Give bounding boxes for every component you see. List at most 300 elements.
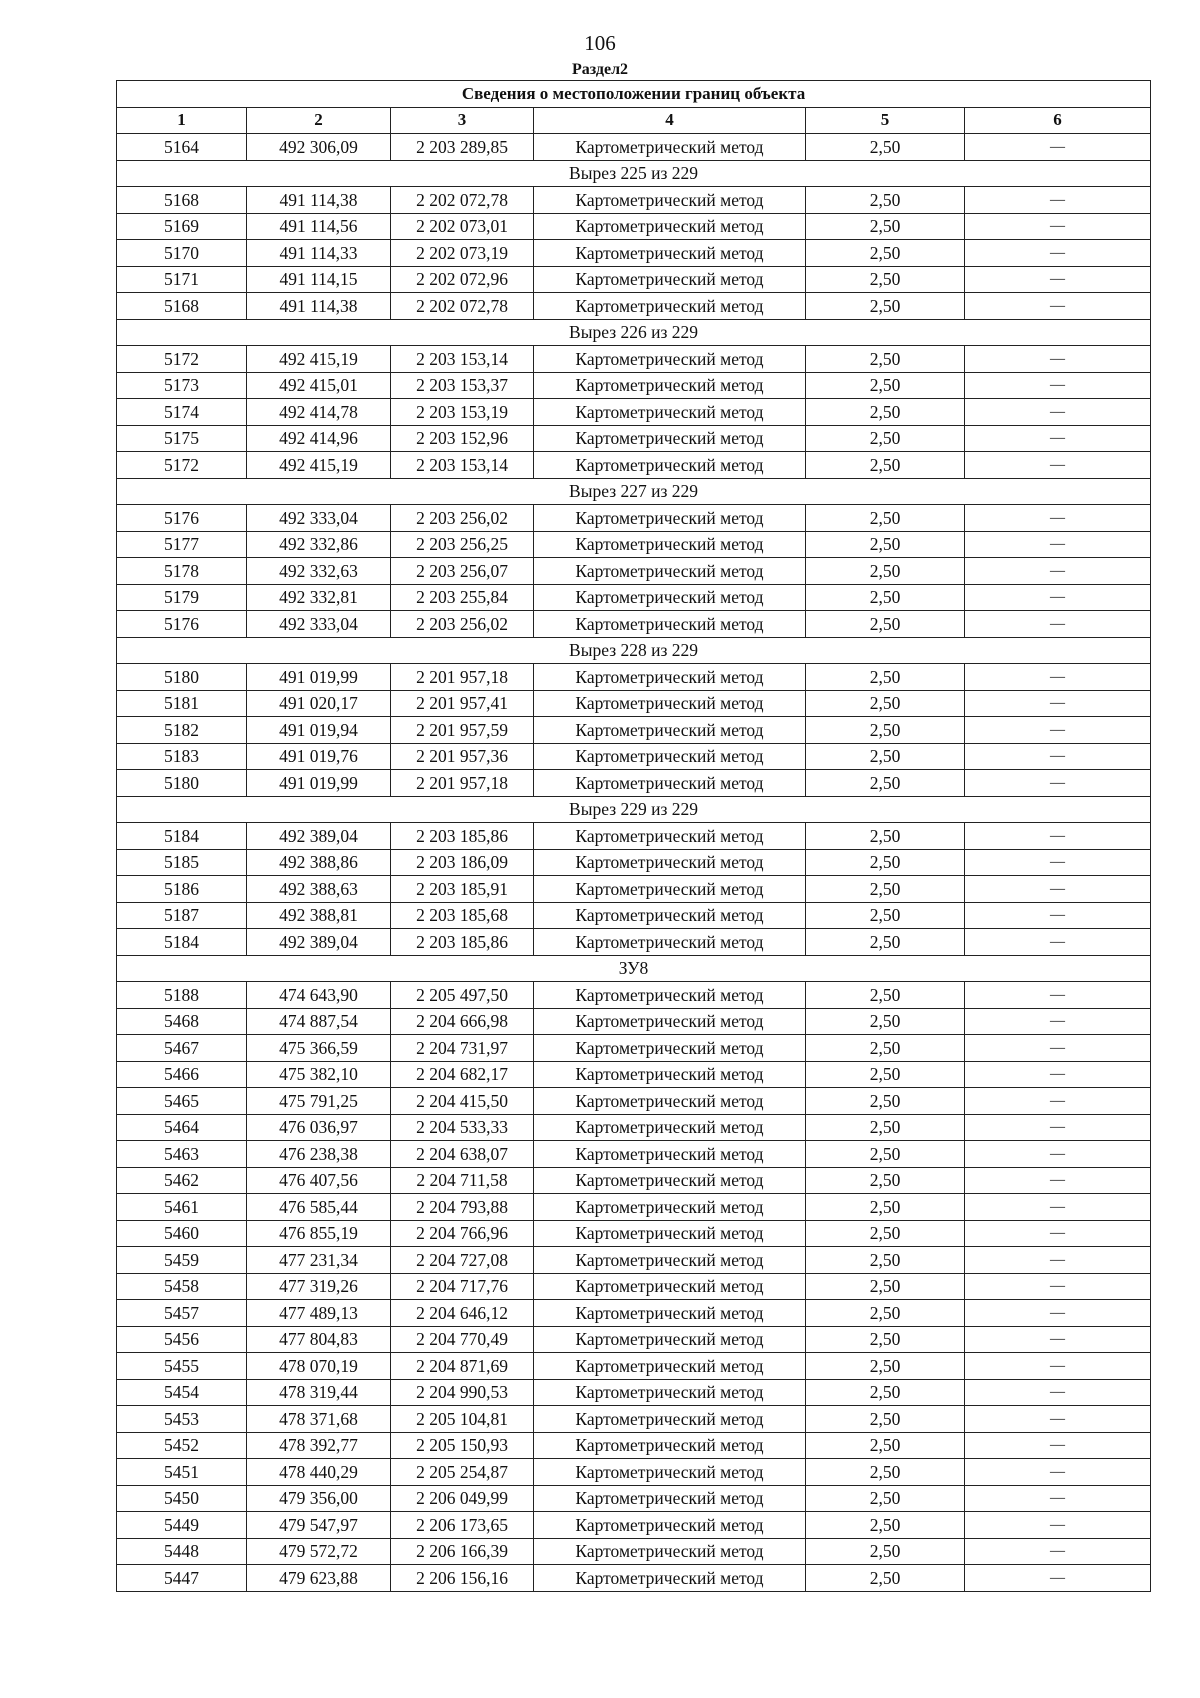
description-cell: — — [965, 690, 1151, 717]
point-number-cell: 5168 — [117, 293, 247, 320]
point-number-cell: 5169 — [117, 213, 247, 240]
method-cell: Картометрический метод — [534, 1300, 806, 1327]
description-cell: — — [965, 1167, 1151, 1194]
method-cell: Картометрический метод — [534, 187, 806, 214]
coordinate-y-cell: 2 204 727,08 — [391, 1247, 534, 1274]
method-cell: Картометрический метод — [534, 1379, 806, 1406]
coordinate-y-cell: 2 204 533,33 — [391, 1114, 534, 1141]
coordinate-x-cell: 476 407,56 — [247, 1167, 391, 1194]
method-cell: Картометрический метод — [534, 1035, 806, 1062]
coordinate-y-cell: 2 203 185,91 — [391, 876, 534, 903]
column-header: 6 — [965, 107, 1151, 134]
method-cell: Картометрический метод — [534, 1406, 806, 1433]
table-row — [117, 452, 1151, 479]
coordinate-x-cell: 479 547,97 — [247, 1512, 391, 1539]
accuracy-cell: 2,50 — [806, 982, 965, 1009]
accuracy-cell: 2,50 — [806, 1194, 965, 1221]
point-number-cell: 5460 — [117, 1220, 247, 1247]
coordinate-y-cell: 2 204 711,58 — [391, 1167, 534, 1194]
table-row — [117, 346, 1151, 373]
accuracy-cell: 2,50 — [806, 558, 965, 585]
method-cell: Картометрический метод — [534, 770, 806, 797]
description-cell: — — [965, 346, 1151, 373]
description-cell: — — [965, 1141, 1151, 1168]
coordinate-y-cell: 2 204 871,69 — [391, 1353, 534, 1380]
coordinate-y-cell: 2 201 957,18 — [391, 664, 534, 691]
accuracy-cell: 2,50 — [806, 240, 965, 267]
point-number-cell: 5171 — [117, 266, 247, 293]
method-cell: Картометрический метод — [534, 213, 806, 240]
coordinate-y-cell: 2 204 666,98 — [391, 1008, 534, 1035]
table-row — [117, 902, 1151, 929]
description-cell: — — [965, 372, 1151, 399]
description-cell: — — [965, 399, 1151, 426]
group-row — [117, 955, 1151, 982]
column-header: 2 — [247, 107, 391, 134]
point-number-cell: 5461 — [117, 1194, 247, 1221]
coordinate-y-cell: 2 202 072,96 — [391, 266, 534, 293]
accuracy-cell: 2,50 — [806, 1406, 965, 1433]
method-cell: Картометрический метод — [534, 584, 806, 611]
coordinate-y-cell: 2 201 957,41 — [391, 690, 534, 717]
coordinate-x-cell: 479 356,00 — [247, 1485, 391, 1512]
description-cell: — — [965, 425, 1151, 452]
description-cell: — — [965, 664, 1151, 691]
coordinate-x-cell: 475 382,10 — [247, 1061, 391, 1088]
accuracy-cell: 2,50 — [806, 929, 965, 956]
description-cell: — — [965, 293, 1151, 320]
method-cell: Картометрический метод — [534, 452, 806, 479]
description-cell: — — [965, 1379, 1151, 1406]
point-number-cell: 5184 — [117, 929, 247, 956]
description-cell: — — [965, 1512, 1151, 1539]
description-cell: — — [965, 1114, 1151, 1141]
coordinate-x-cell: 492 389,04 — [247, 823, 391, 850]
description-cell: — — [965, 823, 1151, 850]
description-cell: — — [965, 531, 1151, 558]
method-cell: Картометрический метод — [534, 1008, 806, 1035]
method-cell: Картометрический метод — [534, 1353, 806, 1380]
description-cell: — — [965, 1035, 1151, 1062]
coordinate-y-cell: 2 202 072,78 — [391, 187, 534, 214]
column-header: 4 — [534, 107, 806, 134]
coordinate-x-cell: 476 855,19 — [247, 1220, 391, 1247]
point-number-cell: 5184 — [117, 823, 247, 850]
table-row — [117, 849, 1151, 876]
table-row — [117, 372, 1151, 399]
method-cell: Картометрический метод — [534, 134, 806, 161]
table-row — [117, 770, 1151, 797]
method-cell: Картометрический метод — [534, 425, 806, 452]
page-number: 106 — [584, 31, 616, 55]
description-cell: — — [965, 1194, 1151, 1221]
table-row — [117, 1141, 1151, 1168]
coordinate-y-cell: 2 201 957,18 — [391, 770, 534, 797]
table-row — [117, 1406, 1151, 1433]
accuracy-cell: 2,50 — [806, 1167, 965, 1194]
point-number-cell: 5172 — [117, 346, 247, 373]
description-cell: — — [965, 505, 1151, 532]
description-cell: — — [965, 611, 1151, 638]
table-row — [117, 611, 1151, 638]
coordinate-y-cell: 2 204 646,12 — [391, 1300, 534, 1327]
point-number-cell: 5462 — [117, 1167, 247, 1194]
description-cell: — — [965, 849, 1151, 876]
accuracy-cell: 2,50 — [806, 823, 965, 850]
coordinate-x-cell: 478 070,19 — [247, 1353, 391, 1380]
coordinate-x-cell: 492 388,63 — [247, 876, 391, 903]
coordinate-y-cell: 2 203 256,07 — [391, 558, 534, 585]
accuracy-cell: 2,50 — [806, 611, 965, 638]
method-cell: Картометрический метод — [534, 399, 806, 426]
table-row — [117, 664, 1151, 691]
coordinate-y-cell: 2 202 072,78 — [391, 293, 534, 320]
coordinate-x-cell: 475 366,59 — [247, 1035, 391, 1062]
accuracy-cell: 2,50 — [806, 1061, 965, 1088]
column-header: 5 — [806, 107, 965, 134]
coordinate-y-cell: 2 203 152,96 — [391, 425, 534, 452]
description-cell: — — [965, 452, 1151, 479]
description-cell: — — [965, 1088, 1151, 1115]
table-row — [117, 1459, 1151, 1486]
point-number-cell: 5188 — [117, 982, 247, 1009]
table-row — [117, 717, 1151, 744]
accuracy-cell: 2,50 — [806, 1565, 965, 1592]
method-cell: Картометрический метод — [534, 1141, 806, 1168]
table-row — [117, 1035, 1151, 1062]
coordinate-x-cell: 477 489,13 — [247, 1300, 391, 1327]
method-cell: Картометрический метод — [534, 1273, 806, 1300]
coordinate-y-cell: 2 203 185,86 — [391, 929, 534, 956]
table-row — [117, 505, 1151, 532]
point-number-cell: 5187 — [117, 902, 247, 929]
method-cell: Картометрический метод — [534, 1485, 806, 1512]
coordinate-y-cell: 2 203 186,09 — [391, 849, 534, 876]
table-row — [117, 1485, 1151, 1512]
description-cell: — — [965, 743, 1151, 770]
point-number-cell: 5454 — [117, 1379, 247, 1406]
accuracy-cell: 2,50 — [806, 213, 965, 240]
method-cell: Картометрический метод — [534, 293, 806, 320]
coordinate-y-cell: 2 206 156,16 — [391, 1565, 534, 1592]
coordinate-y-cell: 2 204 990,53 — [391, 1379, 534, 1406]
method-cell: Картометрический метод — [534, 1247, 806, 1274]
description-cell: — — [965, 770, 1151, 797]
point-number-cell: 5453 — [117, 1406, 247, 1433]
accuracy-cell: 2,50 — [806, 134, 965, 161]
method-cell: Картометрический метод — [534, 1432, 806, 1459]
boundary-coordinates-table — [116, 80, 1151, 1592]
point-number-cell: 5463 — [117, 1141, 247, 1168]
accuracy-cell: 2,50 — [806, 531, 965, 558]
method-cell: Картометрический метод — [534, 743, 806, 770]
accuracy-cell: 2,50 — [806, 1035, 965, 1062]
coordinate-y-cell: 2 204 638,07 — [391, 1141, 534, 1168]
method-cell: Картометрический метод — [534, 902, 806, 929]
accuracy-cell: 2,50 — [806, 584, 965, 611]
group-label: Вырез 225 из 229 — [117, 160, 1151, 187]
coordinate-y-cell: 2 203 185,86 — [391, 823, 534, 850]
column-header: 1 — [117, 107, 247, 134]
accuracy-cell: 2,50 — [806, 717, 965, 744]
accuracy-cell: 2,50 — [806, 187, 965, 214]
table-row — [117, 929, 1151, 956]
coordinate-x-cell: 492 414,96 — [247, 425, 391, 452]
description-cell: — — [965, 558, 1151, 585]
accuracy-cell: 2,50 — [806, 1247, 965, 1274]
method-cell: Картометрический метод — [534, 346, 806, 373]
coordinate-y-cell: 2 203 255,84 — [391, 584, 534, 611]
coordinate-x-cell: 474 643,90 — [247, 982, 391, 1009]
table-row — [117, 1220, 1151, 1247]
coordinate-y-cell: 2 201 957,59 — [391, 717, 534, 744]
coordinate-y-cell: 2 204 682,17 — [391, 1061, 534, 1088]
coordinate-y-cell: 2 205 150,93 — [391, 1432, 534, 1459]
coordinate-y-cell: 2 204 766,96 — [391, 1220, 534, 1247]
method-cell: Картометрический метод — [534, 1459, 806, 1486]
table-body — [117, 134, 1151, 1592]
accuracy-cell: 2,50 — [806, 770, 965, 797]
point-number-cell: 5448 — [117, 1538, 247, 1565]
accuracy-cell: 2,50 — [806, 1379, 965, 1406]
method-cell: Картометрический метод — [534, 717, 806, 744]
table-row — [117, 134, 1151, 161]
coordinate-x-cell: 491 019,94 — [247, 717, 391, 744]
coordinate-x-cell: 492 389,04 — [247, 929, 391, 956]
coordinate-x-cell: 492 332,63 — [247, 558, 391, 585]
table-row — [117, 1114, 1151, 1141]
accuracy-cell: 2,50 — [806, 1141, 965, 1168]
point-number-cell: 5465 — [117, 1088, 247, 1115]
description-cell: — — [965, 1406, 1151, 1433]
coordinate-x-cell: 492 333,04 — [247, 505, 391, 532]
description-cell: — — [965, 1565, 1151, 1592]
column-number-row — [117, 107, 1151, 134]
table-row — [117, 1088, 1151, 1115]
accuracy-cell: 2,50 — [806, 1008, 965, 1035]
coordinate-x-cell: 478 371,68 — [247, 1406, 391, 1433]
coordinate-x-cell: 492 415,19 — [247, 346, 391, 373]
coordinate-x-cell: 476 585,44 — [247, 1194, 391, 1221]
point-number-cell: 5182 — [117, 717, 247, 744]
point-number-cell: 5450 — [117, 1485, 247, 1512]
accuracy-cell: 2,50 — [806, 1353, 965, 1380]
description-cell: — — [965, 1459, 1151, 1486]
coordinate-x-cell: 476 238,38 — [247, 1141, 391, 1168]
point-number-cell: 5449 — [117, 1512, 247, 1539]
point-number-cell: 5173 — [117, 372, 247, 399]
table-row — [117, 1326, 1151, 1353]
accuracy-cell: 2,50 — [806, 505, 965, 532]
coordinate-y-cell: 2 205 497,50 — [391, 982, 534, 1009]
point-number-cell: 5467 — [117, 1035, 247, 1062]
coordinate-x-cell: 478 440,29 — [247, 1459, 391, 1486]
method-cell: Картометрический метод — [534, 1538, 806, 1565]
description-cell: — — [965, 1300, 1151, 1327]
coordinate-x-cell: 477 804,83 — [247, 1326, 391, 1353]
method-cell: Картометрический метод — [534, 558, 806, 585]
coordinate-x-cell: 492 332,81 — [247, 584, 391, 611]
accuracy-cell: 2,50 — [806, 1114, 965, 1141]
group-row — [117, 637, 1151, 664]
coordinate-y-cell: 2 202 073,19 — [391, 240, 534, 267]
coordinate-y-cell: 2 204 770,49 — [391, 1326, 534, 1353]
method-cell: Картометрический метод — [534, 690, 806, 717]
accuracy-cell: 2,50 — [806, 1538, 965, 1565]
group-row — [117, 160, 1151, 187]
accuracy-cell: 2,50 — [806, 372, 965, 399]
method-cell: Картометрический метод — [534, 849, 806, 876]
point-number-cell: 5456 — [117, 1326, 247, 1353]
table-row — [117, 1353, 1151, 1380]
table-row — [117, 293, 1151, 320]
method-cell: Картометрический метод — [534, 372, 806, 399]
coordinate-x-cell: 492 415,19 — [247, 452, 391, 479]
coordinate-y-cell: 2 205 104,81 — [391, 1406, 534, 1433]
coordinate-y-cell: 2 204 731,97 — [391, 1035, 534, 1062]
coordinate-x-cell: 491 114,56 — [247, 213, 391, 240]
table-row — [117, 1247, 1151, 1274]
coordinate-y-cell: 2 203 153,19 — [391, 399, 534, 426]
accuracy-cell: 2,50 — [806, 425, 965, 452]
group-label: ЗУ8 — [117, 955, 1151, 982]
table-row — [117, 1379, 1151, 1406]
coordinate-y-cell: 2 203 256,02 — [391, 611, 534, 638]
coordinate-x-cell: 474 887,54 — [247, 1008, 391, 1035]
coordinate-y-cell: 2 206 049,99 — [391, 1485, 534, 1512]
method-cell: Картометрический метод — [534, 611, 806, 638]
description-cell: — — [965, 1326, 1151, 1353]
accuracy-cell: 2,50 — [806, 452, 965, 479]
coordinate-x-cell: 476 036,97 — [247, 1114, 391, 1141]
method-cell: Картометрический метод — [534, 531, 806, 558]
accuracy-cell: 2,50 — [806, 902, 965, 929]
method-cell: Картометрический метод — [534, 1114, 806, 1141]
coordinate-x-cell: 491 114,38 — [247, 293, 391, 320]
table-row — [117, 1273, 1151, 1300]
description-cell: — — [965, 1247, 1151, 1274]
coordinate-x-cell: 479 572,72 — [247, 1538, 391, 1565]
coordinate-x-cell: 491 114,38 — [247, 187, 391, 214]
coordinate-x-cell: 491 019,99 — [247, 664, 391, 691]
accuracy-cell: 2,50 — [806, 1326, 965, 1353]
table-row — [117, 1008, 1151, 1035]
accuracy-cell: 2,50 — [806, 346, 965, 373]
coordinate-x-cell: 492 306,09 — [247, 134, 391, 161]
point-number-cell: 5179 — [117, 584, 247, 611]
description-cell: — — [965, 1353, 1151, 1380]
table-row — [117, 1512, 1151, 1539]
table-row — [117, 1167, 1151, 1194]
table-row — [117, 1538, 1151, 1565]
description-cell: — — [965, 266, 1151, 293]
table-row — [117, 399, 1151, 426]
table-row — [117, 425, 1151, 452]
group-row — [117, 796, 1151, 823]
coordinate-x-cell: 492 414,78 — [247, 399, 391, 426]
accuracy-cell: 2,50 — [806, 743, 965, 770]
table-row — [117, 584, 1151, 611]
coordinate-x-cell: 477 231,34 — [247, 1247, 391, 1274]
point-number-cell: 5176 — [117, 505, 247, 532]
method-cell: Картометрический метод — [534, 1088, 806, 1115]
point-number-cell: 5177 — [117, 531, 247, 558]
method-cell: Картометрический метод — [534, 240, 806, 267]
method-cell: Картометрический метод — [534, 1565, 806, 1592]
table-row — [117, 240, 1151, 267]
coordinate-y-cell: 2 202 073,01 — [391, 213, 534, 240]
point-number-cell: 5468 — [117, 1008, 247, 1035]
coordinate-x-cell: 492 333,04 — [247, 611, 391, 638]
coordinate-x-cell: 477 319,26 — [247, 1273, 391, 1300]
point-number-cell: 5458 — [117, 1273, 247, 1300]
description-cell: — — [965, 902, 1151, 929]
description-cell: — — [965, 213, 1151, 240]
point-number-cell: 5451 — [117, 1459, 247, 1486]
point-number-cell: 5180 — [117, 770, 247, 797]
point-number-cell: 5180 — [117, 664, 247, 691]
point-number-cell: 5447 — [117, 1565, 247, 1592]
accuracy-cell: 2,50 — [806, 1088, 965, 1115]
point-number-cell: 5178 — [117, 558, 247, 585]
coordinate-x-cell: 492 415,01 — [247, 372, 391, 399]
coordinate-x-cell: 479 623,88 — [247, 1565, 391, 1592]
point-number-cell: 5174 — [117, 399, 247, 426]
table-row — [117, 531, 1151, 558]
method-cell: Картометрический метод — [534, 1167, 806, 1194]
coordinate-x-cell: 491 019,99 — [247, 770, 391, 797]
method-cell: Картометрический метод — [534, 1061, 806, 1088]
point-number-cell: 5452 — [117, 1432, 247, 1459]
method-cell: Картометрический метод — [534, 982, 806, 1009]
description-cell: — — [965, 1220, 1151, 1247]
group-label: Вырез 227 из 229 — [117, 478, 1151, 505]
coordinate-y-cell: 2 203 185,68 — [391, 902, 534, 929]
coordinate-x-cell: 491 114,15 — [247, 266, 391, 293]
description-cell: — — [965, 584, 1151, 611]
coordinate-x-cell: 491 114,33 — [247, 240, 391, 267]
table-row — [117, 690, 1151, 717]
description-cell: — — [965, 1061, 1151, 1088]
method-cell: Картометрический метод — [534, 505, 806, 532]
description-cell: — — [965, 1432, 1151, 1459]
accuracy-cell: 2,50 — [806, 266, 965, 293]
table-row — [117, 876, 1151, 903]
group-label: Вырез 229 из 229 — [117, 796, 1151, 823]
coordinate-y-cell: 2 203 256,02 — [391, 505, 534, 532]
coordinate-y-cell: 2 205 254,87 — [391, 1459, 534, 1486]
coordinate-y-cell: 2 204 717,76 — [391, 1273, 534, 1300]
point-number-cell: 5176 — [117, 611, 247, 638]
accuracy-cell: 2,50 — [806, 664, 965, 691]
accuracy-cell: 2,50 — [806, 1432, 965, 1459]
coordinate-y-cell: 2 206 166,39 — [391, 1538, 534, 1565]
method-cell: Картометрический метод — [534, 1512, 806, 1539]
method-cell: Картометрический метод — [534, 929, 806, 956]
table-row — [117, 982, 1151, 1009]
point-number-cell: 5459 — [117, 1247, 247, 1274]
description-cell: — — [965, 876, 1151, 903]
point-number-cell: 5455 — [117, 1353, 247, 1380]
table-row — [117, 1061, 1151, 1088]
accuracy-cell: 2,50 — [806, 399, 965, 426]
point-number-cell: 5164 — [117, 134, 247, 161]
coordinate-y-cell: 2 206 173,65 — [391, 1512, 534, 1539]
table-row — [117, 1194, 1151, 1221]
description-cell: — — [965, 717, 1151, 744]
coordinate-x-cell: 492 388,86 — [247, 849, 391, 876]
table-row — [117, 1565, 1151, 1592]
